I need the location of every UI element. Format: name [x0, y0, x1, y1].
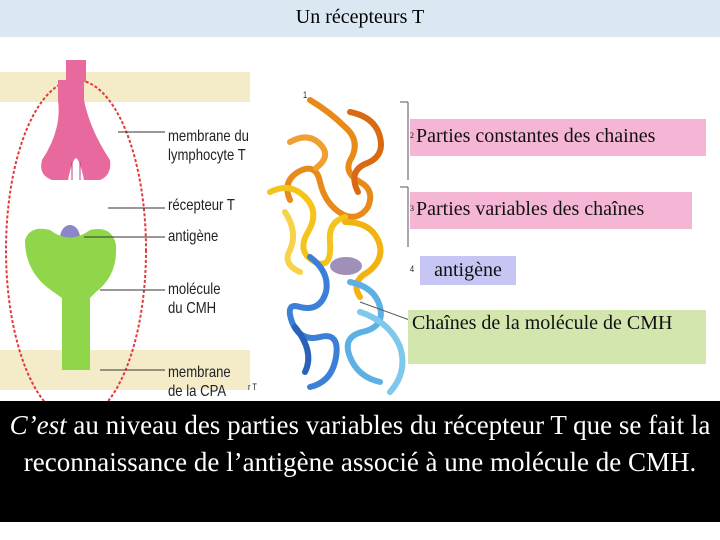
box-parties-variables: [410, 192, 692, 229]
t-receptor-stem: [66, 60, 86, 82]
caption-text: [4, 407, 716, 481]
box-parties-constantes: [410, 119, 706, 156]
mark-4: 4: [410, 264, 415, 274]
label-membrane-lymphocyte: membrane du lymphocyte T: [168, 128, 249, 164]
text-antigene: antigène: [434, 259, 502, 281]
label-molecule-cmh: molécule du CMH: [168, 281, 221, 317]
label-recepteur-t: récepteur T: [168, 197, 235, 214]
lymphocyte-membrane-band: [0, 72, 250, 102]
text-chaines-cmh: Chaînes de la molécule de CMH: [412, 312, 673, 334]
slide-title: Un récepteurs T: [295, 6, 425, 28]
caption-rest: au niveau des parties variables du récepteur T que se fait la reconnaissance de l’antigène associé à une molécule de CMH.: [23, 410, 711, 477]
mark-rt: r T: [248, 382, 257, 392]
text-parties-variables: Parties variables des chaînes: [416, 198, 645, 220]
box-antigene: [420, 256, 516, 285]
label-antigene: antigène: [168, 228, 219, 245]
number-2: 2: [410, 131, 414, 140]
mark-1: 1: [303, 90, 308, 100]
caption-italic: C’est: [9, 410, 67, 440]
box-chaines-cmh: [408, 310, 706, 364]
number-3: 3: [410, 204, 414, 213]
cmh-molecule-shape: [25, 229, 116, 370]
text-parties-constantes: Parties constantes des chaines: [416, 125, 656, 147]
label-membrane-cpa: membrane de la CPA: [168, 364, 231, 400]
protein-structure-illustration: [250, 82, 420, 402]
